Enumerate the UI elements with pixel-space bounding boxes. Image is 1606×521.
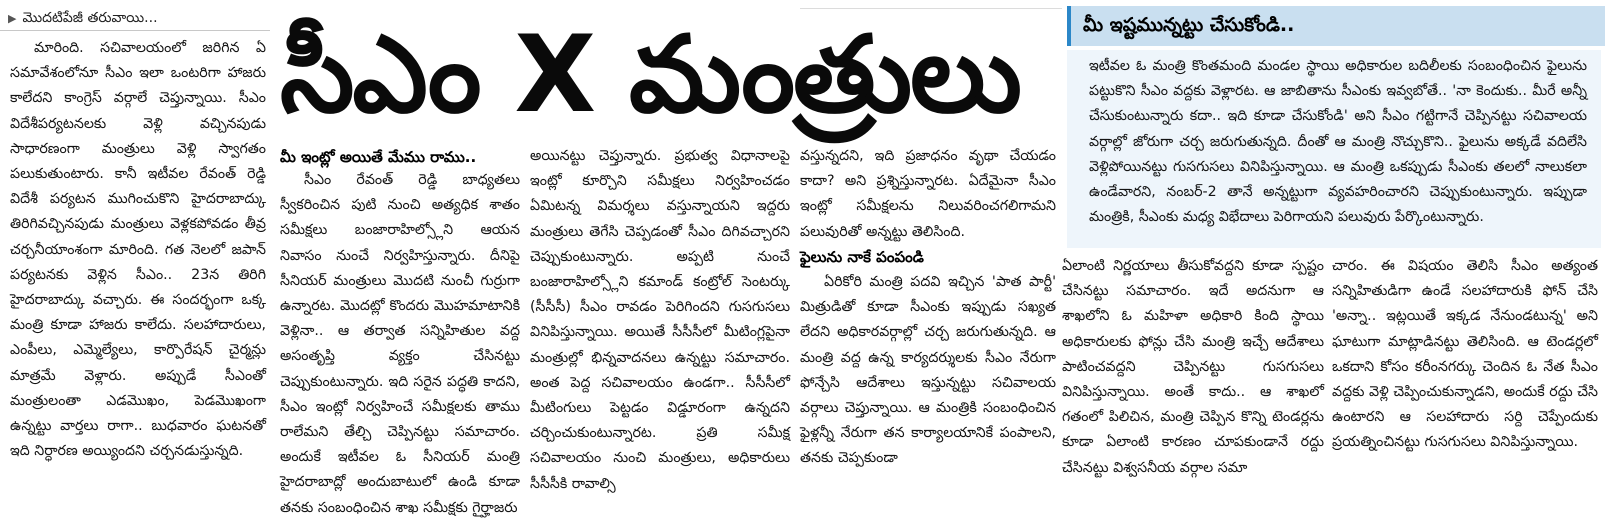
column-2-text: సీఎం రేవంత్ రెడ్డి బాధ్యతలు స్వీకరించిన పుటి నుంచి అత్యధిక శాతం సమీక్షలు బంజారాహిల్స్లోని ఆయన నివాసం నుంచే నిర్వహిస్తున్నారు. దీనిపై సీనియర్ మంత్రులు మొదటి నుంచీ గుర్రుగా ఉన్నారట. మొదట్లో కొందరు మొహమాటానికి వెళ్లినా.. ఆ తర్వాత సన్నిహితుల వద్ద అసంతృప్తి వ్యక్తం చేసినట్టు చెప్పుకుంటున్నారు. ఇది సరైన పద్ధతి కాదని, సీఎం ఇంట్లో నిర్వహించే సమీక్షలకు తాము రాలేమని తేల్చి చెప్పినట్టు సమాచారం. అందుకే ఇటీవల ఓ సీనియర్ మంత్రి హైదరాబాద్లో అందుబాటులో ఉండి కూడా తనకు సంబంధించిన శాఖ సమీక్షకు గైర్హాజరు (280, 172, 520, 516)
column-6-text: చారం. ఈ విషయం తెలిసి సీఎం అత్యంత సన్నిహితుడిగా ఉండే సలహాదారుకి ఫోన్ చేసి 'అన్నా.. ఇట్లయితే ఇక్కడ నేనుండటున్న' అని ఘాటుగా మాట్లాడినట్టు తెలిసింది. ఆ టెండర్లలో ఒకదాని కోసం కరీంనగర్కు చెందిన ఓ నేత సీఎం వద్దకు వెళ్లి చెప్పించుకున్నాడని, అందుకే రద్దు చేసి ఉంటారని ఆ సలహాదారు సర్ది చెప్పేందుకు ప్రయత్నించినట్టు గుసగుసలు వినిపిస్తున్నాయి. (1332, 258, 1598, 451)
continued-tag (8, 8, 268, 29)
column-4b-text: ఏరికోరి మంత్రి పదవి ఇచ్చిన 'పాత పార్టీ' మిత్రుడితో కూడా సీఎంకు ఇప్పుడు సఖ్యత లేదని అధికారవర్గాల్లో చర్చ జరుగుతున్నది. ఆ మంత్రి వద్ద ఉన్న కార్యదర్శులకు సీఎం నేరుగా ఫోన్చేసి ఆదేశాలు ఇస్తున్నట్టు సచివాలయ వర్గాలు చెప్తున్నాయి. ఆ మంత్రికి సంబంధించిన ఫైళ్లన్నీ నేరుగా తన కార్యాలయానికే పంపాలని, తనకు చెప్పకుండా (800, 274, 1056, 467)
article-column-2 (280, 168, 520, 516)
subheading-home-meetings: మీ ఇంట్లో అయితే మేము రాము.. (280, 148, 477, 166)
subheading-send-file: ఫైలును నాకే పంపండి (800, 248, 924, 266)
divider (0, 30, 270, 31)
article-column-4-bottom (800, 270, 1056, 476)
sidebar-box (1067, 0, 1601, 251)
column-5-text: ఏలాంటి నిర్ణయాలు తీసుకోవద్దని కూడా స్పష్టం చేసినట్టు సమాచారం. ఇదే అదనుగా ఆ శాఖలోని ఓ మహిళా అధికారి కింది స్థాయి అధికారులకు ఫోన్లు చేసి మంత్రి ఇచ్చే ఆదేశాలు పాటించవద్దని చెప్పినట్టు గుసగుసలు వినిపిస్తున్నాయి. అంతే కాదు.. ఆ శాఖలో గతంలో పిలిచిన, మంత్రి చెప్పిన కొన్ని టెండర్లను కూడా ఏలాంటి కారణం చూపకుండానే రద్దు చేసినట్టు విశ్వసనీయ వర్గాల సమా (1062, 258, 1324, 476)
article-column-1 (10, 36, 266, 476)
continued-tag-label: మొదటిపేజీ తరువాయి... (22, 10, 158, 26)
sidebar-text: ఇటీవల ఓ మంత్రి కొంతమంది మండల స్థాయి అధికారుల బదిలీలకు సంబంధించిన ఫైలును పట్టుకొని సీఎం వద్దకు వెళ్లారట. ఆ జాబితాను సీఎంకు ఇవ్వబోతే.. 'నా కెందుకు.. మీరే అన్నీ చేసుకుంటున్నారు కదా.. ఇది కూడా చేసుకోండి' అని సీఎం గట్టిగానే చెప్పినట్టు సచివాలయ వర్గాల్లో జోరుగా చర్చ జరుగుతున్నది. దీంతో ఆ మంత్రి నొచ్చుకొని.. ఫైలును అక్కడే వదిలేసి వెళ్లిపోయినట్టు గుసగుసలు వినిపిస్తున్నాయి. ఆ మంత్రి ఒకప్పుడు సీఎంకు తలలో నాలుకలా ఉండేవారని, నంబర్-2 తానే అన్నట్టుగా వ్యవహరించారని చెప్పుకుంటున్నారు. ఇప్పుడా మంత్రికి, సీఎంకు మధ్య విభేదాలు పెరిగాయని పలువురు పేర్కొంటున్నారు. (1089, 58, 1587, 226)
column-1-text: మారింది. సచివాలయంలో జరిగిన ఏ సమావేశంలోనూ సీఎం ఇలా ఒంటరిగా హాజరు కాలేదని కాంగ్రెస్ వర్గాలే చెప్తున్నాయి. సీఎం విదేశీపర్యటనలకు వెళ్లి వచ్చినపుడు సాధారణంగా మంత్రులు వెళ్లి స్వాగతం పలుకుతుంటారు. కానీ ఇటీవల రేవంత్ రెడ్డి విదేశీ పర్యటన ముగించుకొని హైదరాబాద్కు తిరిగివచ్చినపుడు మంత్రులు వెళ్లకపోవడం తీవ్ర చర్చనీయాంశంగా మారింది. గత నెలలో జపాన్ పర్యటనకు వెళ్లిన సీఎం.. 23న తిరిగి హైదరాబాద్కు వచ్చారు. ఈ సందర్భంగా ఒక్క మంత్రి కూడా హాజరు కాలేదు. సలహాదారులు, ఎంపీలు, ఎమ్మెల్యేలు, కార్పొరేషన్ చైర్మన్లు మాత్రమే వెళ్లారు. అప్పుడే సీఎంతో మంత్రులంతా ఎడమొఖం, పెడమొఖంగా ఉన్నట్టు వార్తలు రాగా.. బుధవారం ఘటనతో ఇది నిర్ధారణ అయ్యిందని చర్చనడుస్తున్నది. (10, 40, 266, 460)
article-column-6 (1332, 254, 1598, 476)
article-column-4-top (800, 144, 1056, 240)
sidebar-body (1067, 50, 1601, 248)
sidebar-title-bar (1067, 6, 1605, 46)
article-column-3 (530, 144, 790, 492)
divider (800, 8, 1062, 9)
column-4a-text: వస్తున్నదని, ఇది ప్రజాధనం వృథా చేయడం కాదా? అని ప్రశ్నిస్తున్నారట. ఏదేమైనా సీఎం ఇంట్లో సమీక్షలను నిలువరించగలిగామని పలువురితో అన్నట్టు తెలిసింది. (800, 148, 1056, 240)
sidebar-title: మీ ఇష్టమున్నట్టు చేసుకోండి.. (1083, 14, 1295, 36)
triangle-icon: ▶ (8, 12, 17, 25)
column-3-text: అయినట్టు చెప్తున్నారు. ప్రభుత్వ విధానాలపై ఇంట్లో కూర్చొని సమీక్షలు నిర్వహించడం ఏమిటన్న విమర్శలు వస్తున్నాయని ఇద్దరు మంత్రులు తెగేసి చెప్పడంతో సీఎం దిగివచ్చారని చెప్పుకుంటున్నారు. అప్పటి నుంచే బంజారాహిల్స్లోని కమాండ్ కంట్రోల్ సెంటర్కు (సీసీసీ) సీఎం రావడం పెరిగిందని గుసగుసలు వినిపిస్తున్నాయి. అయితే సీసీసీలో మీటింగ్లపైనా మంత్రుల్లో భిన్నవాదనలు ఉన్నట్టు సమాచారం. అంత పెద్ద సచివాలయం ఉండగా.. సీసీసీలో మీటింగులు పెట్టడం విడ్డూరంగా ఉన్నదని చర్చించుకుంటున్నారట. ప్రతి సమీక్ష సచివాలయం నుంచి మంత్రులు, అధికారులు సీసీసీకి రావాల్సి (530, 148, 790, 492)
headline: సీఎం X మంత్రులు (280, 13, 1020, 136)
article-column-5 (1062, 254, 1324, 476)
